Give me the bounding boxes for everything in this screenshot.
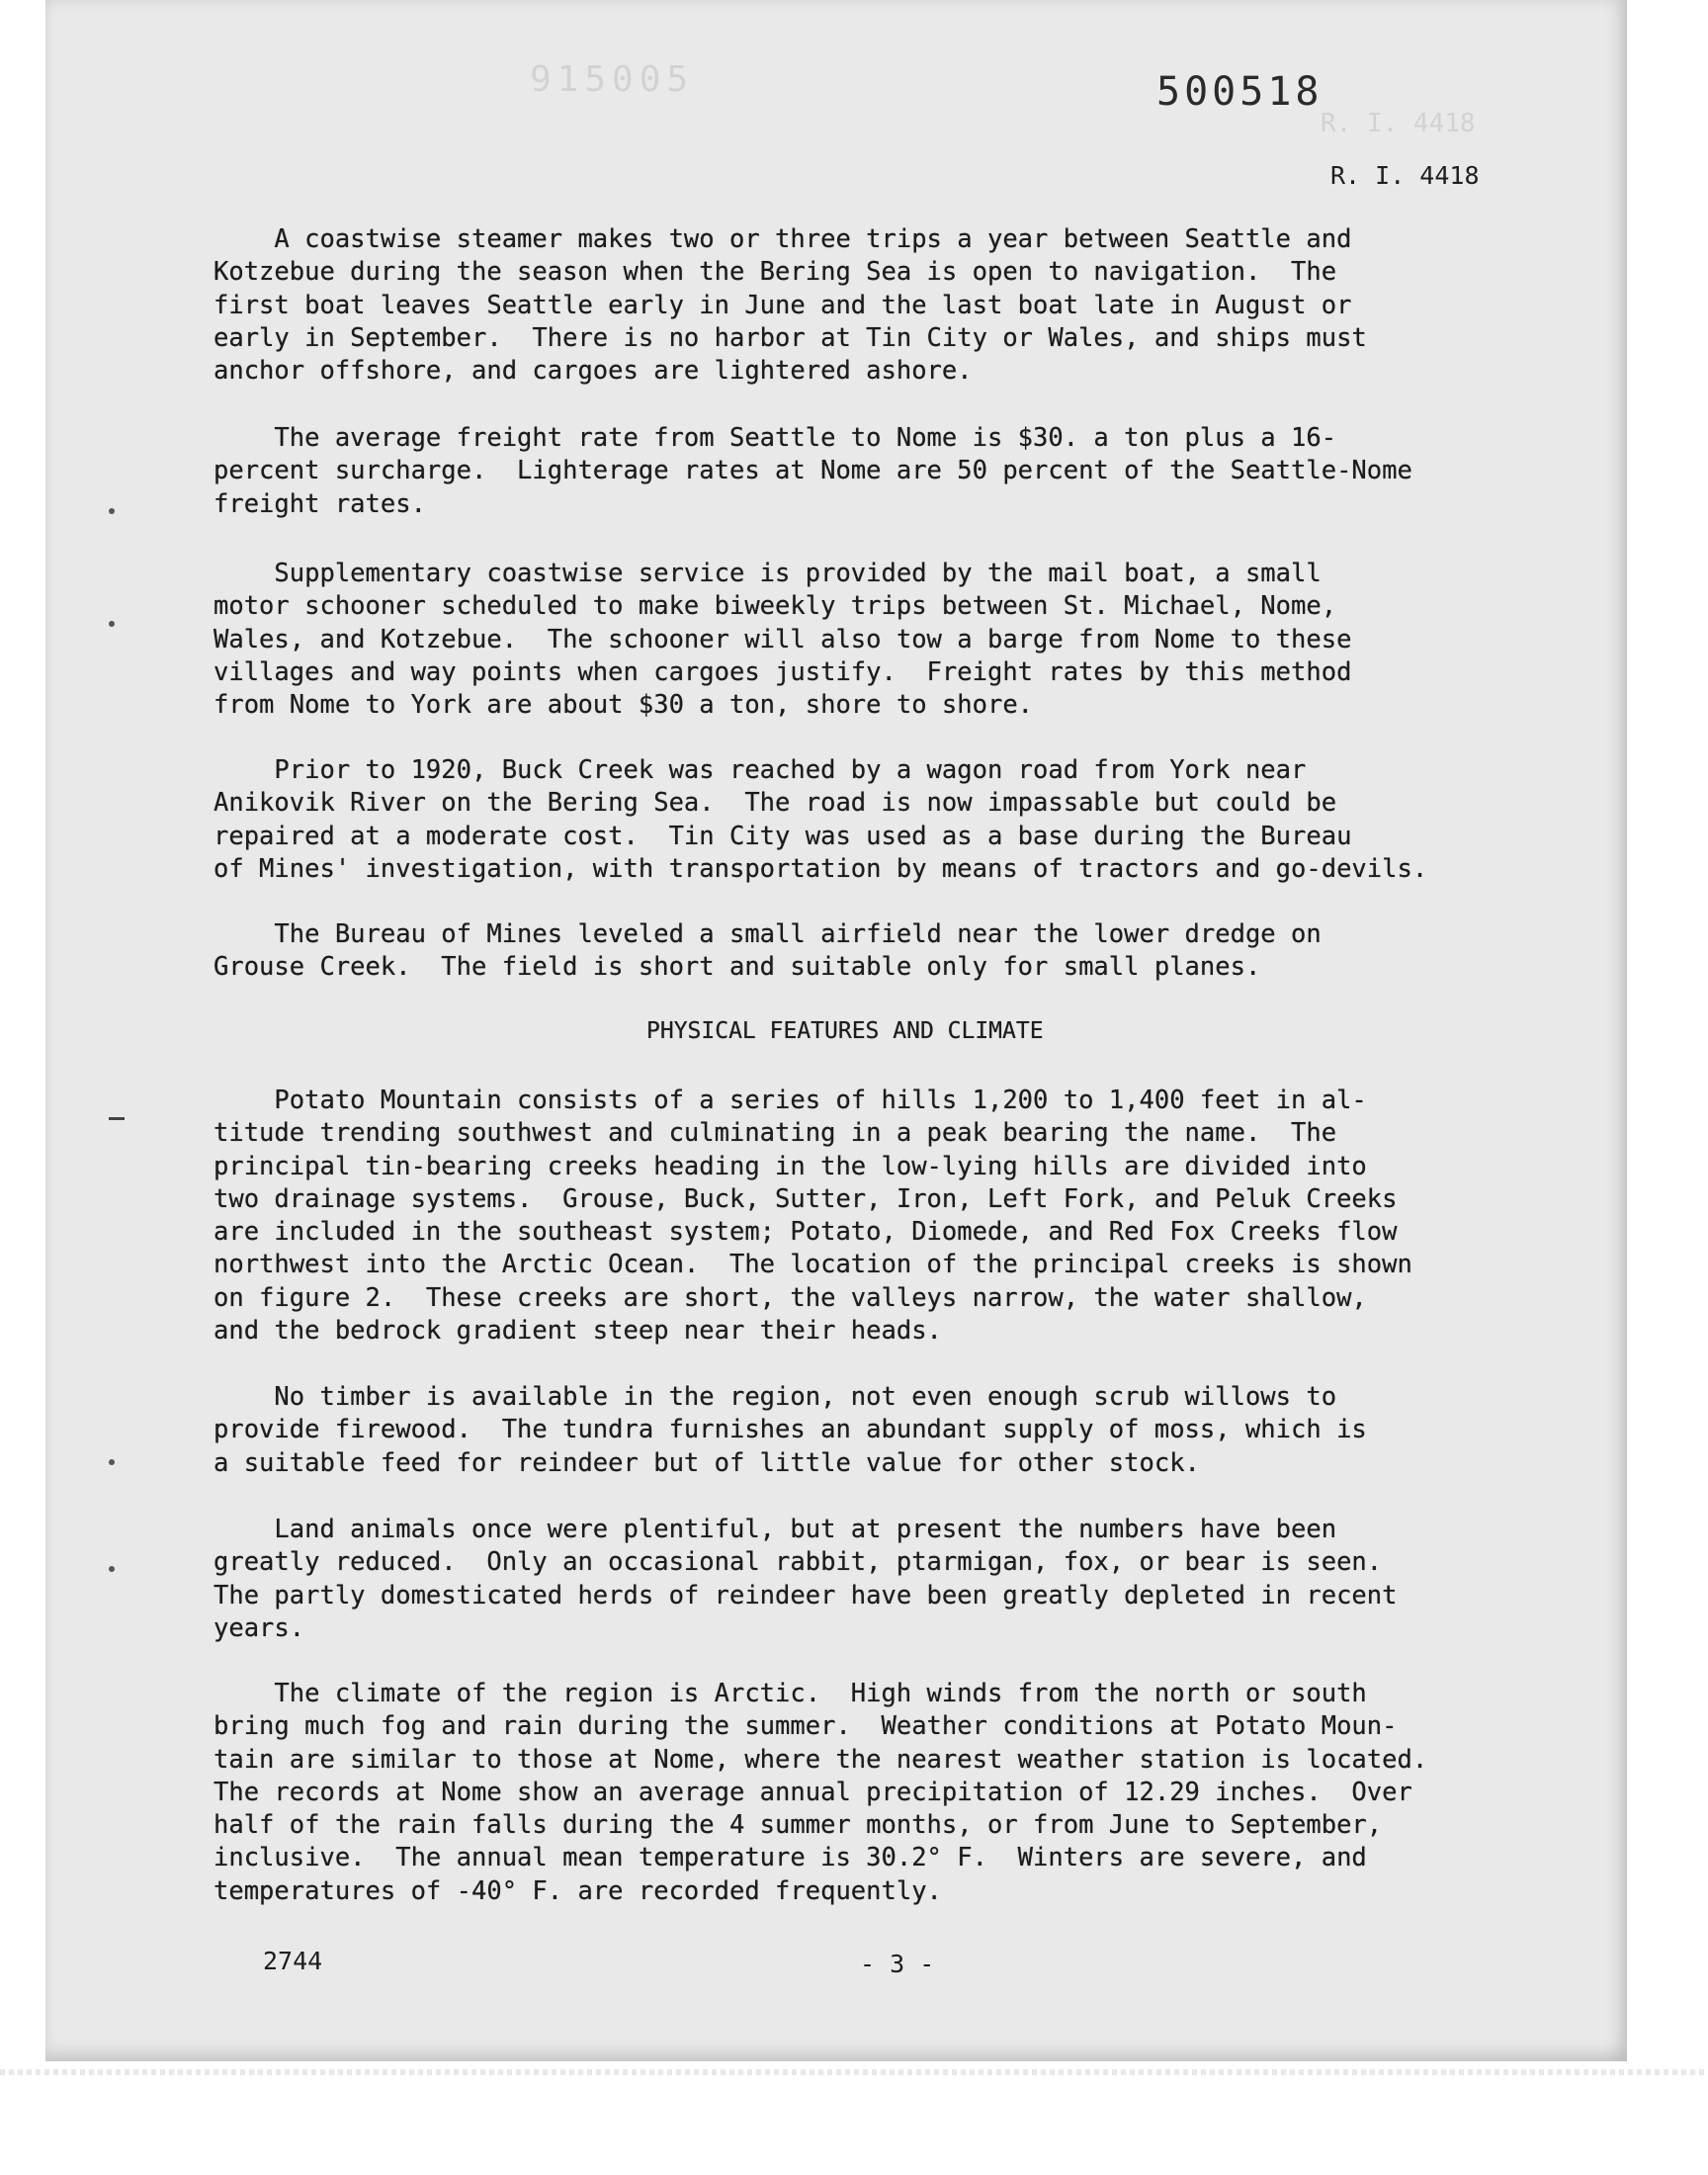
paragraph-wagon-road: Prior to 1920, Buck Creek was reached by a wagon road from York near Anikovik River on the Bering Sea. The road is now impassable but could be repaired at a moderate cost. Tin City was used as a base during the Bureau of Mines' investigation, with transportation by means of tractors and go-devils. (214, 755, 1428, 884)
paragraph-climate: The climate of the region is Arctic. High winds from the north or south bring much fog and rain during the summer. Weather conditions at Potato Moun- tain are similar to those at Nome, where the nearest weather station is located. The records at Nome show an average annual precipitation of 12.29 inches. Over half of the rain falls during the 4 summer months, or from June to September, inclusive. The annual mean temperature is 30.2° F. Winters are severe, and temperatures of -40° F. are recorded frequently. (214, 1679, 1428, 1906)
page-number: - 3 - (860, 1950, 935, 1978)
paragraph-mail-boat: Supplementary coastwise service is provided by the mail boat, a small motor schooner scheduled to make biweekly trips between St. Michael, Nome, Wales, and Kotzebue. The schooner will also tow a barge from Nome to these villages and way points when cargoes justify. Freight rates by this method from Nome to York are about $30 a ton, shore to shore. (214, 559, 1352, 721)
report-identifier: R. I. 4418 (1330, 161, 1480, 190)
footer-code: 2744 (263, 1947, 323, 1975)
margin-dot (109, 621, 115, 627)
scan-edge-strip (0, 2069, 1708, 2075)
paragraph-airfield: The Bureau of Mines leveled a small airfield near the lower dredge on Grouse Creek. The field is short and suitable only for small planes. (214, 919, 1322, 983)
margin-dot (109, 1566, 115, 1572)
paragraph-freight-rate: The average freight rate from Seattle to Nome is $30. a ton plus a 16- percent surcharge. Lighterage rates at Nome are 50 percent of the Seattle-Nome freight rates. (214, 423, 1412, 519)
document-page (45, 0, 1627, 2061)
margin-dot (109, 1459, 115, 1465)
paragraph-timber: No timber is available in the region, not even enough scrub willows to provide firewood. The tundra furnishes an abundant supply of moss, which is a suitable feed for reindeer but of little value for other stock. (214, 1382, 1367, 1478)
reverse-page-show-through: R. I. 4418 (1321, 109, 1476, 138)
section-heading: PHYSICAL FEATURES AND CLIMATE (646, 1018, 1044, 1044)
margin-dash (109, 1117, 125, 1120)
paragraph-potato-mountain: Potato Mountain consists of a series of hills 1,200 to 1,400 feet in al- titude trending southwest and culminating in a peak bearing the name. The principal tin-bearing creeks heading in the low-lying hills are divided into two drainage systems. Grouse, Buck, Sutter, Iron, Left Fork, and Peluk Creeks are included in the southeast system; Potato, Diomede, and Red Fox Creeks flow northwest into the Arctic Ocean. The location of the principal creeks is shown on figure 2. These creeks are short, the valleys narrow, the water shallow, and the bedrock gradient steep near their heads. (214, 1086, 1412, 1347)
paragraph-coastwise-steamer: A coastwise steamer makes two or three trips a year between Seattle and Kotzebue during the season when the Bering Sea is open to navigation. The first boat leaves Seattle early in June and the last boat late in August or early in September. There is no harbor at Tin City or Wales, and ships must anchor offshore, and cargoes are lightered ashore. (214, 224, 1367, 387)
reverse-page-show-through-faint-number: 915005 (530, 59, 695, 100)
document-number-stamp: 500518 (1156, 69, 1324, 115)
paragraph-land-animals: Land animals once were plentiful, but at present the numbers have been greatly reduced. Only an occasional rabbit, ptarmigan, fox, or bear is seen. The partly domesticated herds of reindeer have been greatly depleted in recent years. (214, 1515, 1398, 1643)
margin-dot (109, 508, 115, 514)
